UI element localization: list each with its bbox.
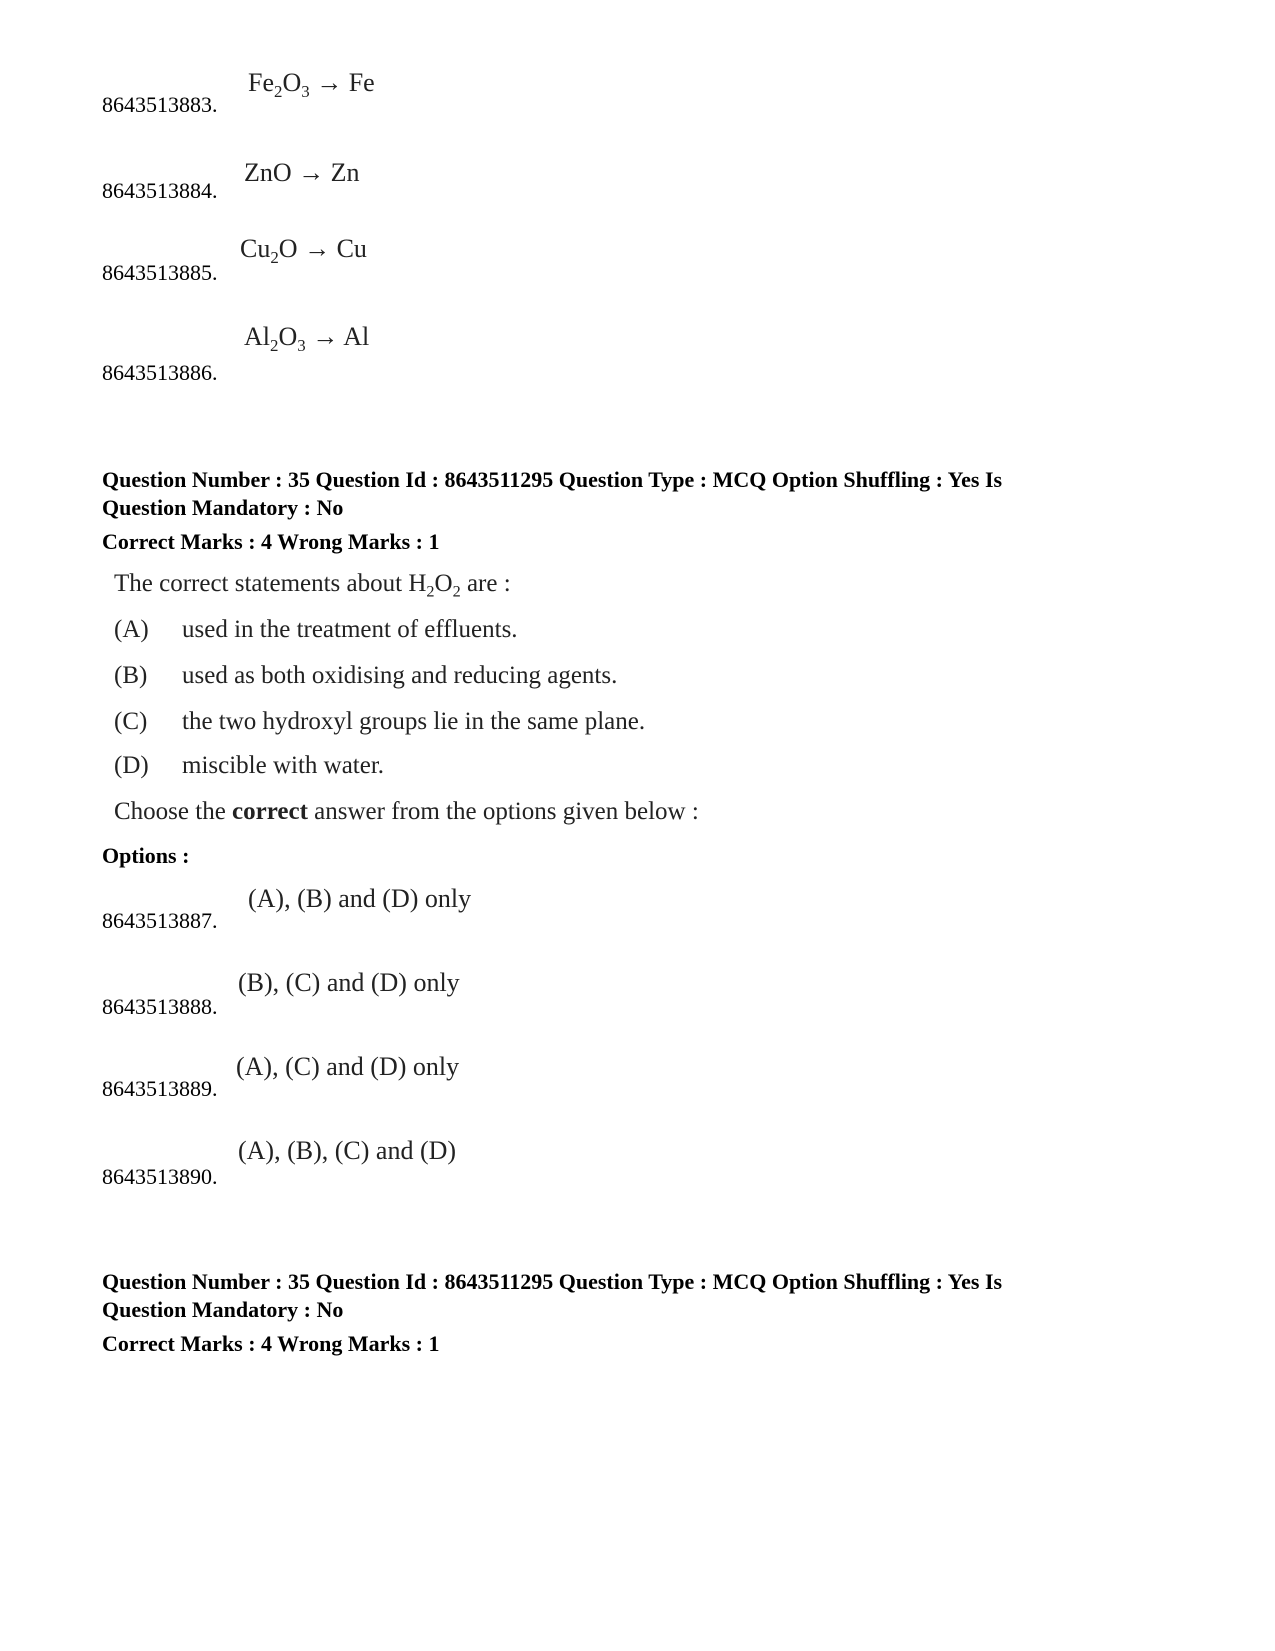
option-equation <box>248 68 375 102</box>
option-id: 8643513885. <box>102 260 218 285</box>
emphasis: correct <box>232 798 308 825</box>
subscript: 2 <box>274 81 283 101</box>
statement <box>114 752 384 780</box>
question-header <box>102 1268 1002 1324</box>
statement <box>114 616 518 644</box>
option-equation <box>240 234 367 268</box>
formula-element: Fe <box>248 68 274 97</box>
subscript: 2 <box>426 582 435 601</box>
statement-label: (B) <box>114 662 148 689</box>
formula-product: Al <box>343 322 370 351</box>
option-id: 8643513889. <box>102 1076 218 1101</box>
stem-text: O <box>434 570 453 597</box>
option-id: 8643513884. <box>102 178 218 203</box>
options-label: Options : <box>102 843 190 868</box>
option-equation <box>244 322 369 356</box>
arrow-icon: → <box>316 68 343 97</box>
question-meta: Question Number : 35 Question Id : 8643511295 Question Type : MCQ Option Shuffling : Yes Is <box>102 467 1003 492</box>
option-id: 8643513886. <box>102 360 218 385</box>
statement-text: used as both oxidising and reducing agents. <box>182 662 618 689</box>
option-equation <box>244 158 360 188</box>
statement-label: (D) <box>114 752 149 779</box>
question-mandatory: Question Mandatory : No <box>102 495 344 520</box>
statement-label: (A) <box>114 616 149 643</box>
statement-label: (C) <box>114 708 148 735</box>
formula-element: O <box>278 322 298 351</box>
statement-text: used in the treatment of effluents. <box>182 616 518 643</box>
option-text[interactable]: (A), (C) and (D) only <box>236 1052 460 1081</box>
subscript: 3 <box>297 335 306 355</box>
option-id: 8643513887. <box>102 908 218 933</box>
subscript: 2 <box>452 582 461 601</box>
formula-product: Cu <box>336 234 367 263</box>
arrow-icon: → <box>312 322 339 351</box>
statement <box>114 708 645 736</box>
statement <box>114 662 617 690</box>
question-header <box>102 466 1002 522</box>
stem-text: are : <box>460 570 511 597</box>
option-text[interactable]: (B), (C) and (D) only <box>238 968 460 997</box>
option-id: 8643513883. <box>102 92 218 117</box>
arrow-icon: → <box>298 158 325 187</box>
statement-text: the two hydroxyl groups lie in the same plane. <box>182 708 646 735</box>
stem-text: The correct statements about H <box>114 570 427 597</box>
formula-element: O <box>278 234 298 263</box>
question-stem <box>114 570 511 602</box>
statement-text: miscible with water. <box>182 752 385 779</box>
formula-product: Fe <box>348 68 375 97</box>
option-id: 8643513890. <box>102 1164 218 1189</box>
choose-instruction: Choose the correct answer from the options given below : <box>114 798 699 825</box>
option-id: 8643513888. <box>102 994 218 1019</box>
subscript: 2 <box>270 335 279 355</box>
subscript: 3 <box>301 81 310 101</box>
formula-element: Al <box>244 322 270 351</box>
option-text[interactable]: (A), (B), (C) and (D) <box>238 1136 457 1165</box>
subscript: 2 <box>270 247 279 267</box>
question-mandatory: Question Mandatory : No <box>102 1297 344 1322</box>
option-text[interactable]: (A), (B) and (D) only <box>248 884 472 913</box>
question-marks: Correct Marks : 4 Wrong Marks : 1 <box>102 1331 440 1356</box>
arrow-icon: → <box>304 234 331 263</box>
formula-element: ZnO <box>244 158 292 187</box>
question-marks: Correct Marks : 4 Wrong Marks : 1 <box>102 529 440 554</box>
question-meta: Question Number : 35 Question Id : 8643511295 Question Type : MCQ Option Shuffling : Yes Is <box>102 1269 1003 1294</box>
formula-element: O <box>282 68 302 97</box>
formula-product: Zn <box>330 158 360 187</box>
formula-element: Cu <box>240 234 271 263</box>
